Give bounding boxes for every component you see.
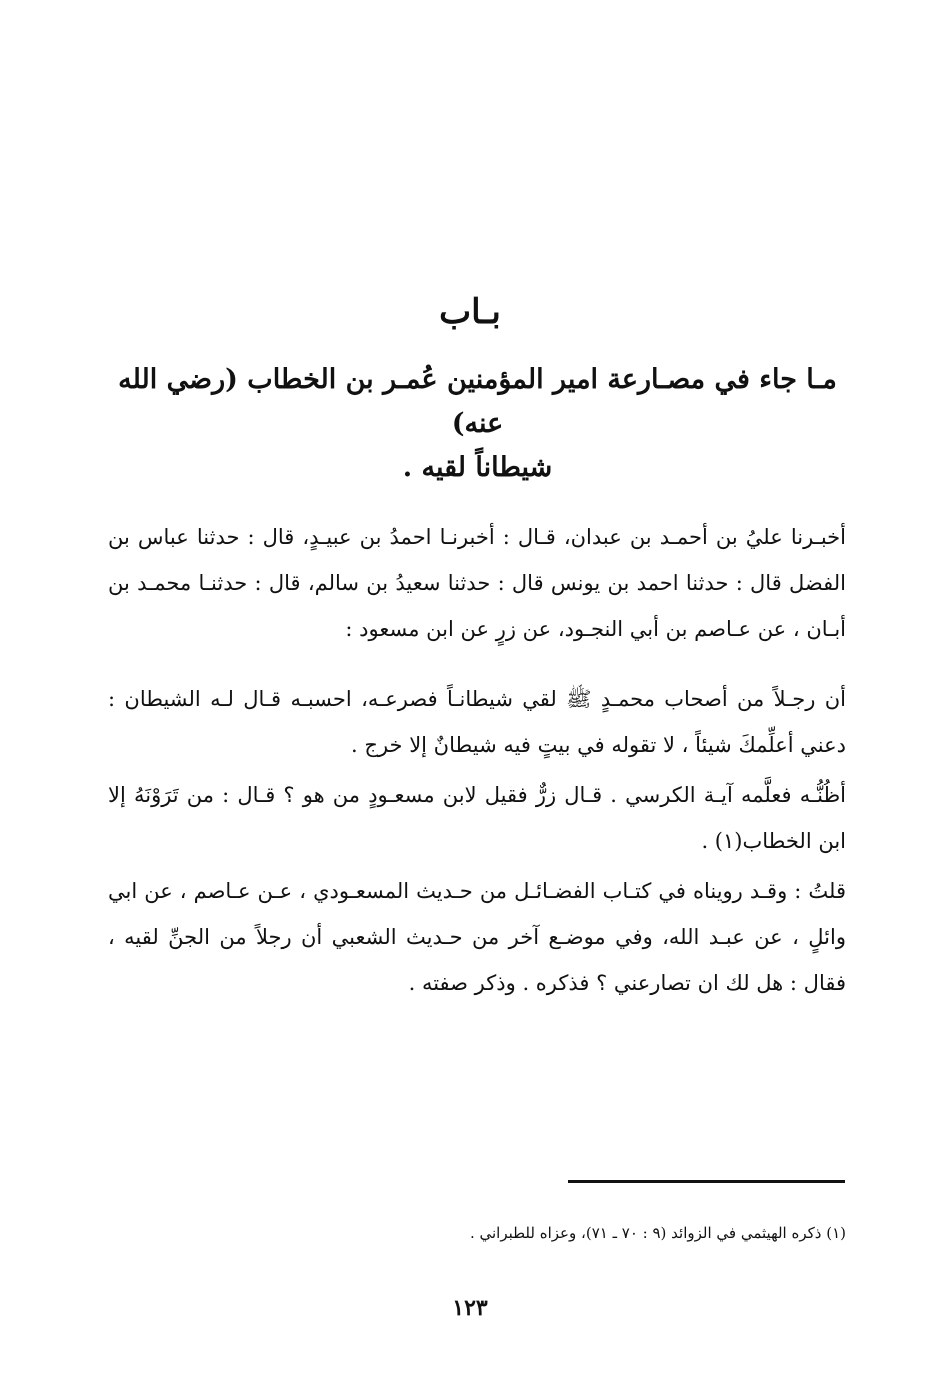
footnote-divider [568,1180,845,1183]
paragraph-isnad: أخبـرنا عليُ بن أحمـد بن عبدان، قـال : أخبرنـا احمدُ بن عبيـدٍ، قال : حدثنا عباس بن الفضل قال : حدثنا احمد بن يونس قال : حدثنا سعيدُ بن سالم، قال : حدثنـا محمـد بن أبـان ، عن عـاصم بن أبي النجـود، عن زرٍ عن ابن مسعود : [108,525,846,641]
paragraph-ayat-kursi: أظُنُّـه فعلَّمه آيـة الكرسي . قـال زرٌّ فقيل لابن مسعـودٍ من هو ؟ قـال : من تَرَوْنَهُ إلا ابن الخطاب(١) . [108,783,846,853]
page-number: ١٢٣ [452,1295,488,1321]
body-text [108,514,846,1006]
chapter-label: بـاب [439,292,501,332]
chapter-title [110,358,845,490]
footnote: (١) ذكره الهيثمي في الزوائد (٩ : ٧٠ ـ ٧١)، وعزاه للطبراني . [469,1224,846,1242]
paragraph-commentary: قلتُ : وقـد رويناه في كتـاب الفضـائـل من حـديث المسعـودي ، عـن عـاصم ، عن ابي وائلٍ ، عن عبـد الله، وفي موضـع آخر من حـديث الشعبي أن رجلاً من الجنِّ لقيه ، فقال : هل لك ان تصارعني ؟ فذكره . وذكر صفته . [108,879,846,995]
paragraph-hadith: أن رجـلاً من أصحاب محمـدٍ ﷺ لقي شيطانـاً فصرعـه، احسبـه قـال لـه الشيطان : دعني أعلِّمكَ شيئاً ، لا تقوله في بيتٍ فيه شيطانٌ إلا خرج . [108,687,846,757]
chapter-title-line-2: شيطاناً لقيه . [402,452,553,483]
chapter-title-line-1: مـا جاء في مصـارعة امير المؤمنين عُمـر بن الخطاب (رضي الله عنه) [118,364,837,439]
